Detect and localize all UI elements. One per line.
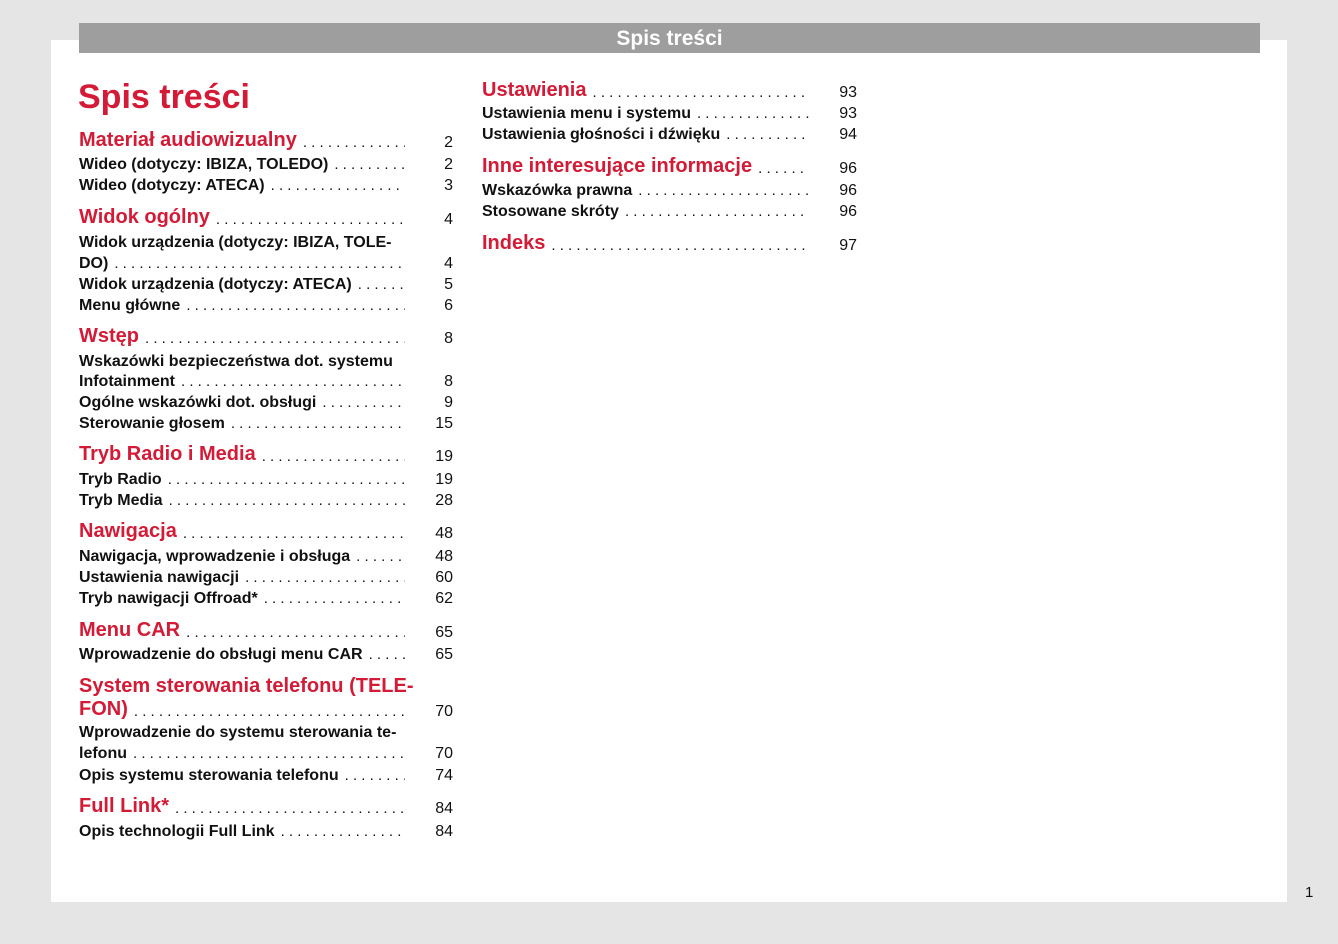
toc-label: FON): [79, 698, 128, 720]
toc-entry[interactable]: [79, 293, 453, 315]
dot-leader: [551, 237, 809, 255]
toc-label: Wprowadzenie do systemu sterowania te-: [79, 724, 397, 741]
toc-chapter[interactable]: [79, 674, 414, 698]
toc-entry[interactable]: [79, 488, 453, 510]
toc-label: Wskazówki bezpieczeństwa dot. systemu: [79, 353, 393, 370]
toc-label: Opis technologii Full Link: [79, 823, 275, 840]
toc-page-number: 97: [839, 237, 857, 254]
toc-chapter[interactable]: [482, 154, 857, 178]
toc-label: Tryb Media: [79, 492, 163, 509]
toc-label: Indeks: [482, 232, 546, 254]
toc-entry[interactable]: [79, 272, 453, 294]
dot-leader: [264, 590, 405, 608]
toc-entry[interactable]: [79, 467, 453, 489]
dot-leader: [358, 276, 405, 294]
toc-page-number: 19: [435, 471, 453, 488]
toc-page-number: 70: [435, 745, 453, 762]
toc-page-number: 5: [444, 276, 453, 293]
dot-leader: [758, 160, 809, 178]
dot-leader: [303, 134, 405, 152]
toc-label: Widok ogólny: [79, 206, 210, 228]
dot-leader: [271, 177, 405, 195]
toc-label: System sterowania telefonu (TELE-: [79, 675, 414, 697]
toc-page-number: 93: [839, 105, 857, 122]
toc-label: Widok urządzenia (dotyczy: IBIZA, TOLE-: [79, 234, 392, 251]
dot-leader: [134, 703, 405, 721]
toc-label: Inne interesujące informacje: [482, 155, 753, 177]
toc-chapter[interactable]: [79, 205, 453, 229]
toc-entry[interactable]: [79, 741, 453, 763]
toc-chapter[interactable]: [79, 697, 453, 721]
toc-label: Tryb nawigacji Offroad*: [79, 590, 258, 607]
toc-entry[interactable]: [79, 173, 453, 195]
toc-page-number: 93: [839, 84, 857, 101]
toc-page-number: 2: [444, 134, 453, 151]
toc-chapter[interactable]: [79, 519, 453, 543]
toc-label: Menu CAR: [79, 619, 181, 641]
toc-label: Ustawienia menu i systemu: [482, 105, 691, 122]
toc-entry[interactable]: [79, 411, 453, 433]
toc-label: Stosowane skróty: [482, 203, 619, 220]
toc-label: lefonu: [79, 745, 127, 762]
dot-leader: [369, 646, 405, 664]
dot-leader: [181, 373, 405, 391]
toc-label: Tryb Radio: [79, 471, 162, 488]
toc-page-number: 70: [435, 703, 453, 720]
dot-leader: [231, 415, 405, 433]
toc-page-number: 3: [444, 177, 453, 194]
toc-label: Nawigacja, wprowadzenie i obsługa: [79, 548, 351, 565]
toc-page-number: 94: [839, 126, 857, 143]
toc-label: Wskazówka prawna: [482, 182, 633, 199]
toc-entry[interactable]: [79, 763, 453, 785]
page-title: Spis treści: [78, 78, 250, 116]
toc-chapter[interactable]: [482, 231, 857, 255]
toc-page-number: 28: [435, 492, 453, 509]
dot-leader: [169, 492, 405, 510]
toc-page-number: 96: [839, 182, 857, 199]
toc-chapter[interactable]: [482, 78, 857, 102]
toc-page-number: 96: [839, 160, 857, 177]
dot-leader: [625, 203, 809, 221]
toc-page-number: 84: [435, 800, 453, 817]
toc-label: Nawigacja: [79, 520, 177, 542]
toc-label: Infotainment: [79, 373, 175, 390]
toc-label: Wstęp: [79, 325, 139, 347]
toc-page-number: 2: [444, 156, 453, 173]
toc-chapter[interactable]: [79, 128, 453, 152]
toc-page-number: 65: [435, 624, 453, 641]
toc-label: Opis systemu sterowania telefonu: [79, 767, 339, 784]
toc-label: Tryb Radio i Media: [79, 443, 256, 465]
toc-entry[interactable]: [79, 152, 453, 174]
toc-chapter[interactable]: [79, 794, 453, 818]
toc-label: DO): [79, 255, 109, 272]
toc-entry[interactable]: [482, 122, 857, 144]
toc-label: Full Link*: [79, 795, 169, 817]
toc-page-number: 60: [435, 569, 453, 586]
toc-page-number: 19: [435, 448, 453, 465]
toc-label: Wideo (dotyczy: ATECA): [79, 177, 265, 194]
toc-label: Wideo (dotyczy: IBIZA, TOLEDO): [79, 156, 329, 173]
dot-leader: [186, 297, 405, 315]
dot-leader: [133, 745, 405, 763]
page-number: 1: [1305, 884, 1314, 901]
toc-page-number: 48: [435, 525, 453, 542]
dot-leader: [322, 394, 405, 412]
toc-chapter[interactable]: [79, 442, 453, 466]
dot-leader: [262, 448, 405, 466]
toc-page-number: 65: [435, 646, 453, 663]
toc-label: Menu główne: [79, 297, 181, 314]
toc-page-number: 4: [444, 255, 453, 272]
toc-page-number: 8: [444, 373, 453, 390]
toc-entry[interactable]: [482, 101, 857, 123]
dot-leader: [334, 156, 405, 174]
toc-label: Ustawienia: [482, 79, 587, 101]
dot-leader: [356, 548, 405, 566]
toc-page-number: 9: [444, 394, 453, 411]
dot-leader: [183, 525, 405, 543]
toc-page-number: 8: [444, 330, 453, 347]
toc-label: Ustawienia głośności i dźwięku: [482, 126, 721, 143]
dot-leader: [114, 255, 405, 273]
dot-leader: [216, 211, 405, 229]
dot-leader: [345, 767, 405, 785]
toc-label: Materiał audiowizualny: [79, 129, 297, 151]
toc-entry[interactable]: [79, 819, 453, 841]
toc-page-number: 15: [435, 415, 453, 432]
toc-label: Wprowadzenie do obsługi menu CAR: [79, 646, 363, 663]
header-bar: Spis treści: [79, 23, 1260, 53]
toc-page-number: 84: [435, 823, 453, 840]
toc-entry[interactable]: [79, 230, 409, 252]
toc-entry[interactable]: [79, 720, 409, 742]
dot-leader: [281, 823, 405, 841]
dot-leader: [186, 624, 405, 642]
toc-page-number: 74: [435, 767, 453, 784]
toc-page-number: 48: [435, 548, 453, 565]
toc-page-number: 4: [444, 211, 453, 228]
toc-entry[interactable]: [79, 369, 453, 391]
toc-entry[interactable]: [79, 544, 453, 566]
toc-entry[interactable]: [79, 251, 453, 273]
toc-entry[interactable]: [482, 178, 857, 200]
toc-chapter[interactable]: [79, 618, 453, 642]
toc-entry[interactable]: [79, 349, 409, 371]
toc-label: Sterowanie głosem: [79, 415, 225, 432]
toc-chapter[interactable]: [79, 324, 453, 348]
toc-label: Widok urządzenia (dotyczy: ATECA): [79, 276, 352, 293]
dot-leader: [638, 182, 809, 200]
dot-leader: [592, 84, 809, 102]
dot-leader: [168, 471, 405, 489]
toc-label: Ogólne wskazówki dot. obsługi: [79, 394, 317, 411]
toc-entry[interactable]: [79, 586, 453, 608]
toc-page-number: 96: [839, 203, 857, 220]
toc-entry[interactable]: [79, 642, 453, 664]
toc-label: Ustawienia nawigacji: [79, 569, 240, 586]
dot-leader: [726, 126, 809, 144]
toc-entry[interactable]: [482, 199, 857, 221]
dot-leader: [697, 105, 809, 123]
dot-leader: [145, 330, 405, 348]
toc-page-number: 6: [444, 297, 453, 314]
dot-leader: [245, 569, 405, 587]
toc-entry[interactable]: [79, 390, 453, 412]
dot-leader: [175, 800, 405, 818]
toc-page-number: 62: [435, 590, 453, 607]
toc-entry[interactable]: [79, 565, 453, 587]
